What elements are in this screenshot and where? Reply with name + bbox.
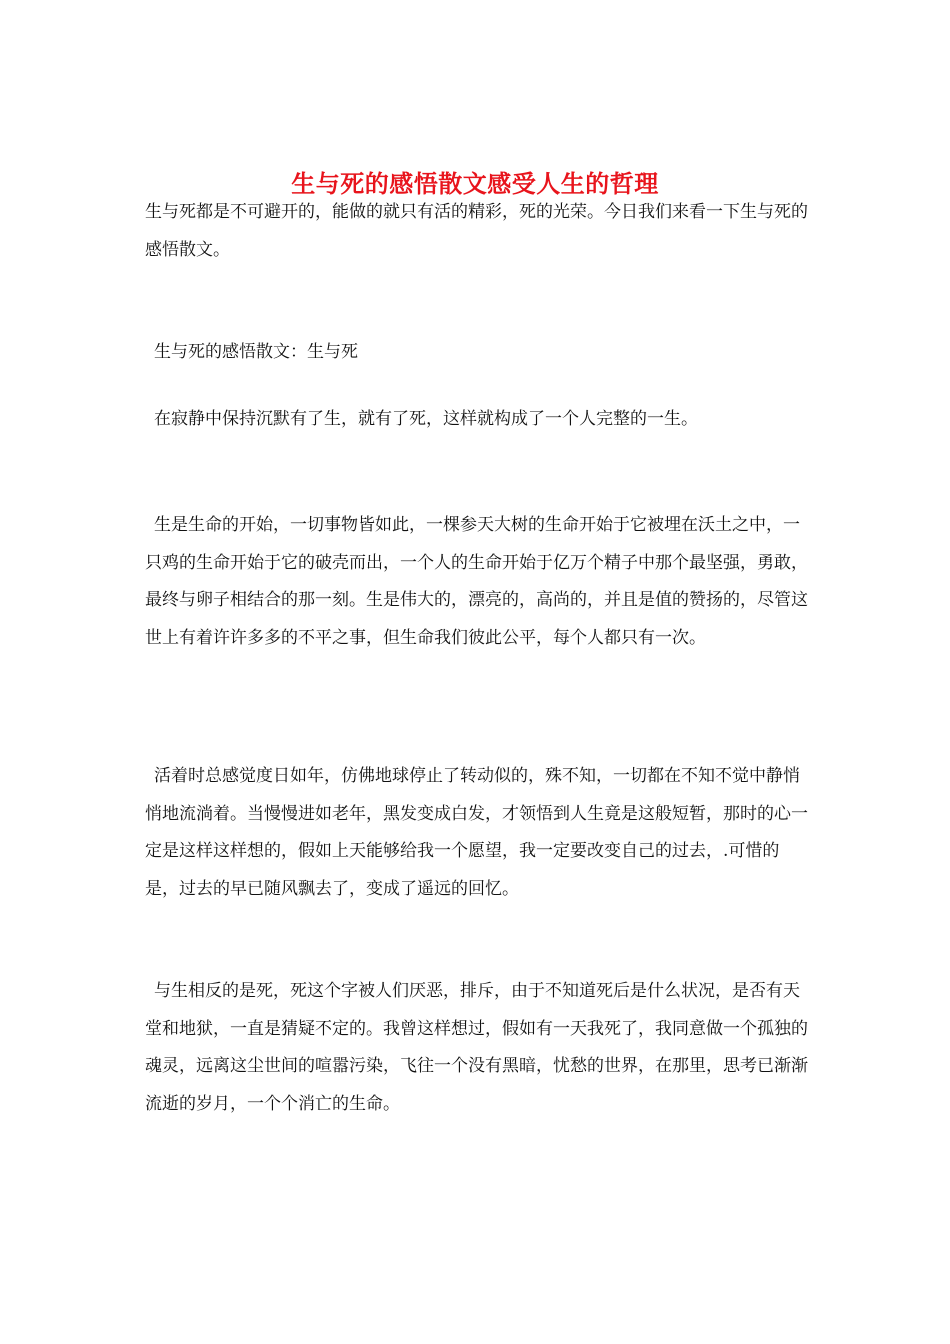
- document-title: 生与死的感悟散文感受人生的哲理: [291, 169, 659, 199]
- paragraph-4: 与生相反的是死，死这个字被人们厌恶，排斥，由于不知道死后是什么状况，是否有天堂和地狱，一直是猜疑不定的。我曾这样想过，假如有一天我死了，我同意做一个孤独的魂灵，远离这尘世间的喧嚣污染，飞往一个没有黑暗，忧愁的世界，在那里，思考已渐渐流逝的岁月，一个个消亡的生命。: [145, 981, 808, 1114]
- paragraph-1: 在寂静中保持沉默有了生，就有了死，这样就构成了一个人完整的一生。: [154, 409, 698, 429]
- subheading: 生与死的感悟散文：生与死: [154, 342, 358, 362]
- paragraph-2: 生是生命的开始，一切事物皆如此，一棵参天大树的生命开始于它被埋在沃土之中，一只鸡的生命开始于它的破壳而出，一个人的生命开始于亿万个精子中那个最坚强，勇敢，最终与卵子相结合的那一刻。生是伟大的，漂亮的，高尚的，并且是值的赞扬的，尽管这世上有着许许多多的不平之事，但生命我们彼此公平，每个人都只有一次。: [145, 515, 808, 648]
- paragraph-3: 活着时总感觉度日如年，仿佛地球停止了转动似的，殊不知，一切都在不知不觉中静悄悄地流淌着。当慢慢进如老年，黑发变成白发，才领悟到人生竟是这般短暂，那时的心一定是这样这样想的，假如上天能够给我一个愿望，我一定要改变自己的过去，.可惜的是，过去的早已随风飘去了，变成了遥远的回忆。: [145, 766, 808, 899]
- intro-paragraph: 生与死都是不可避开的，能做的就只有活的精彩，死的光荣。今日我们来看一下生与死的感悟散文。: [145, 202, 808, 260]
